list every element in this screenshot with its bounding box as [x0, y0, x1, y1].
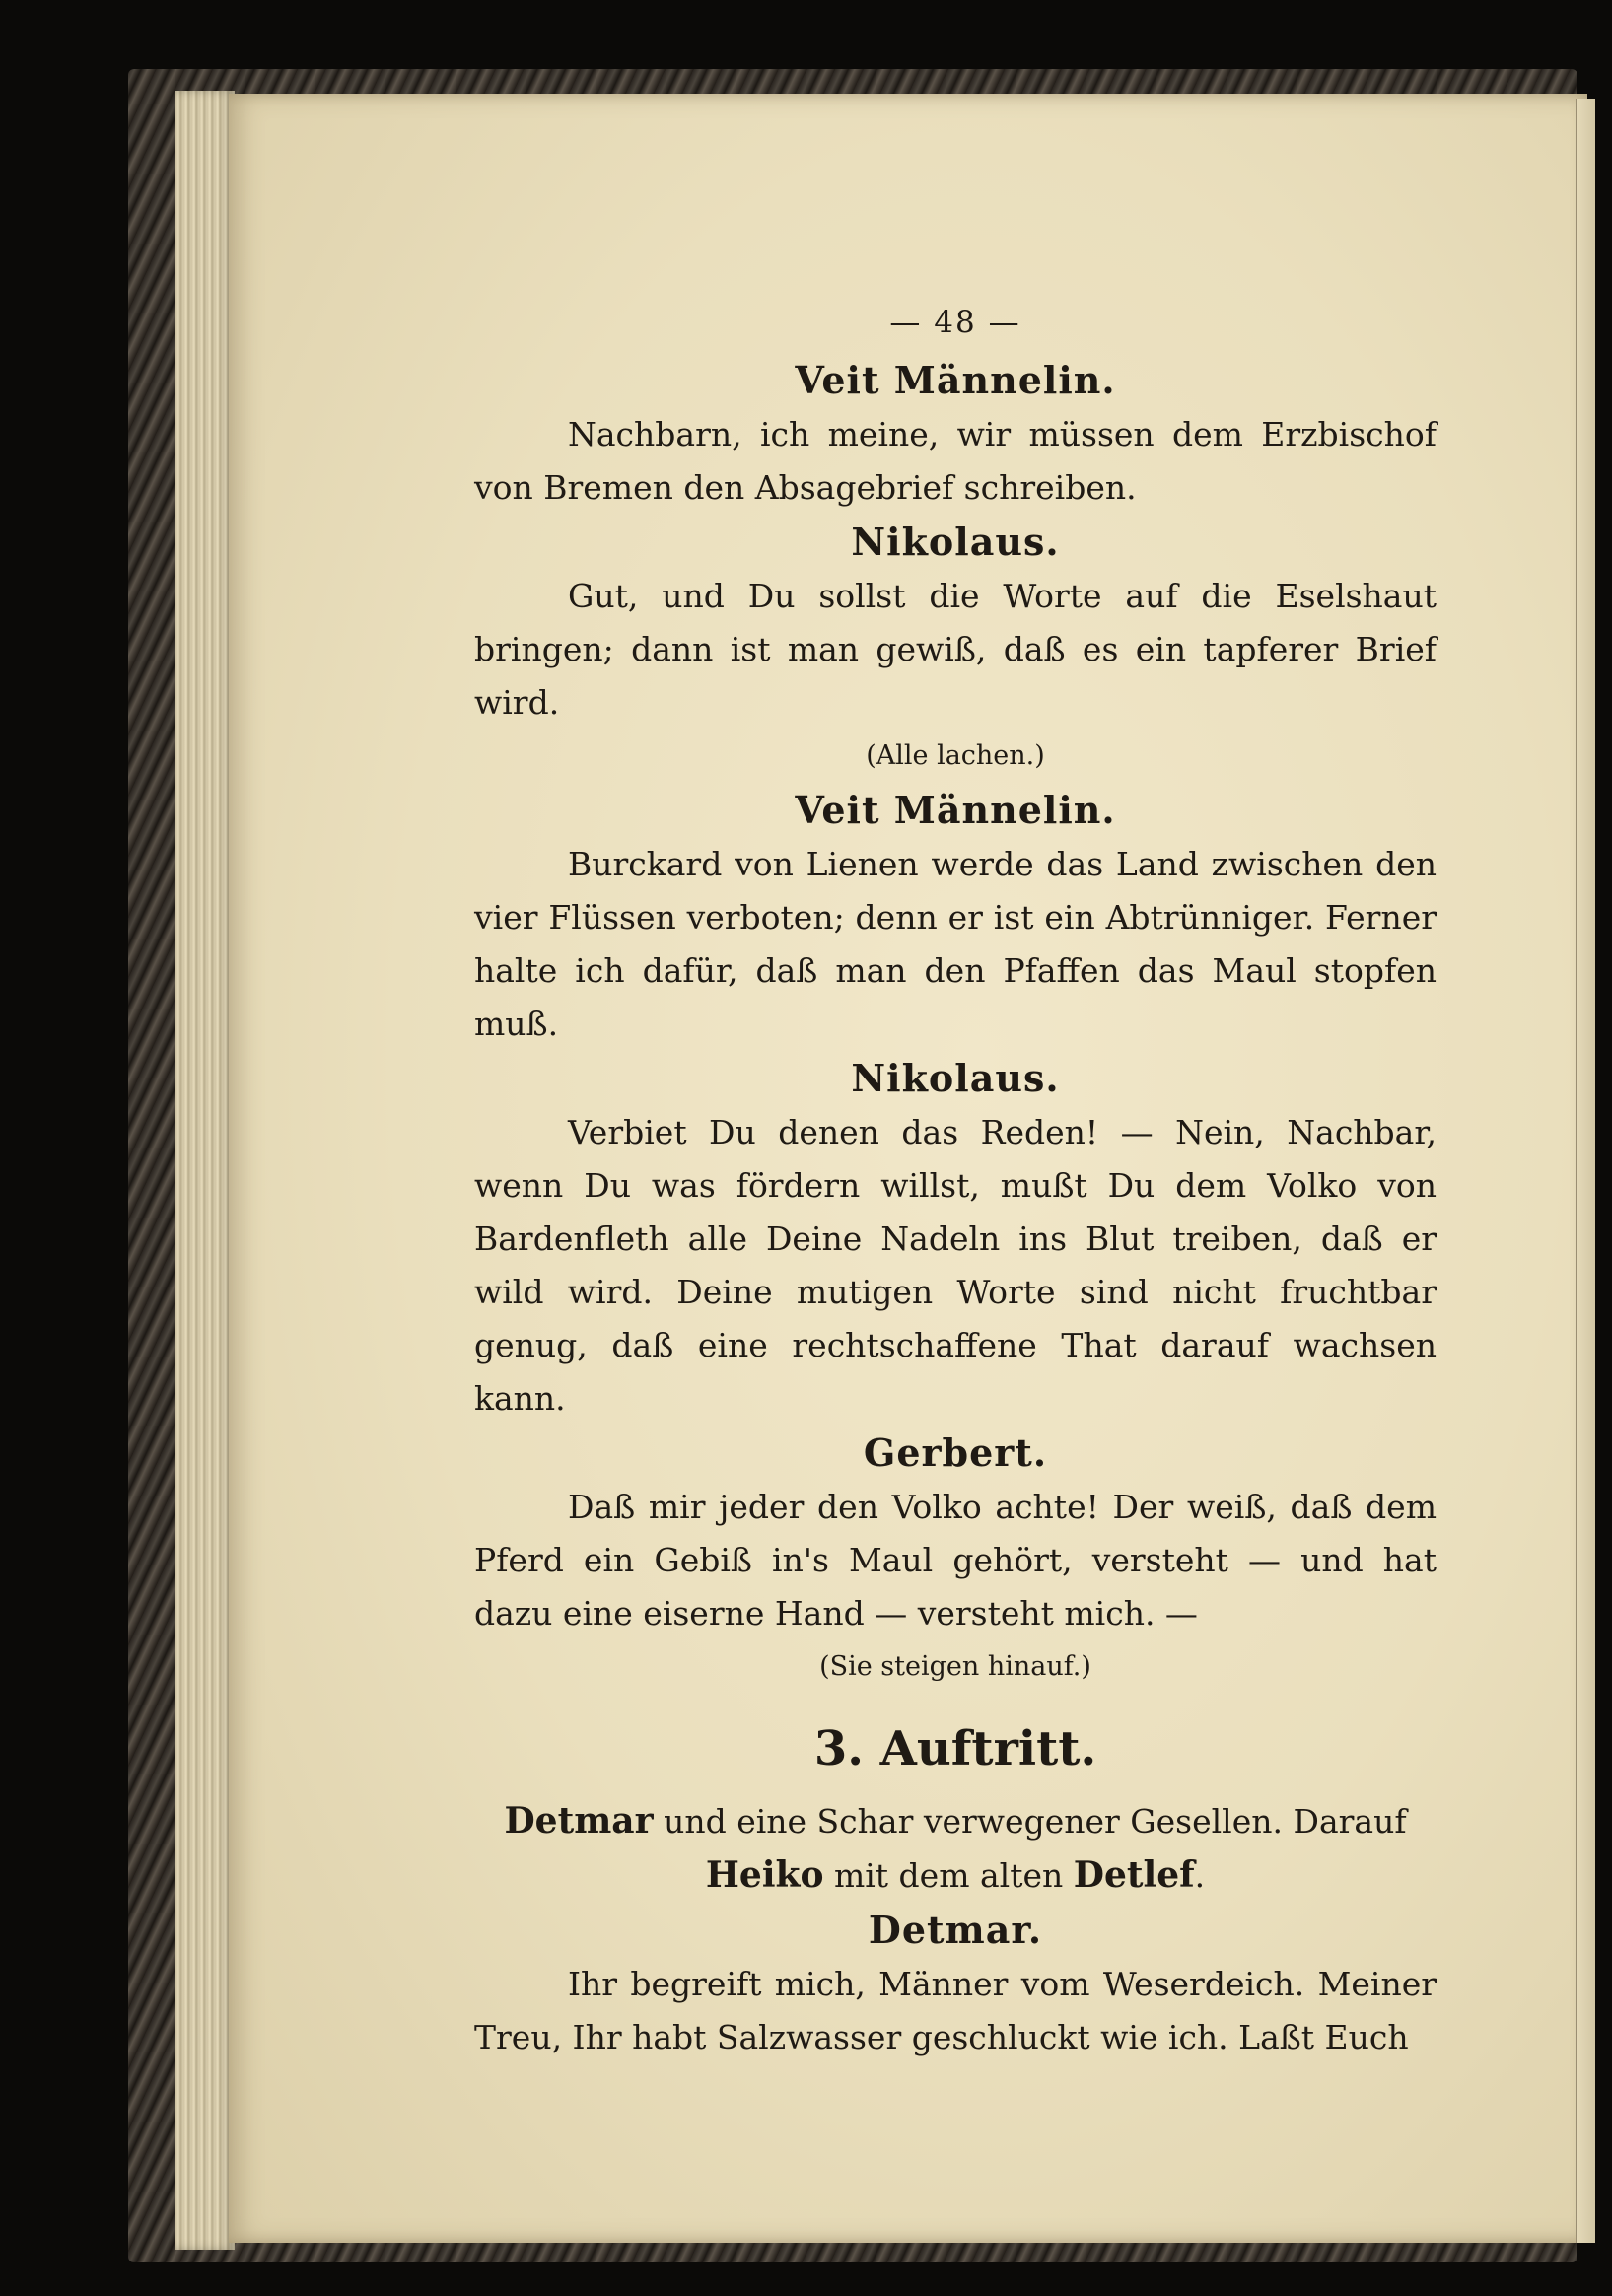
dialogue-paragraph: Verbiet Du denen das Reden! — Nein, Nachbar, wenn Du was fördern willst, mußt Du dem Volko von Bardenfleth alle Deine Nadeln ins Blut treiben, daß er wild wird. Deine mutigen Worte sind nicht fruchtbar genug, daß eine rechtschaffene That darauf wachsen kann. [474, 1113, 1437, 1418]
cast-name: Detlef [1073, 1854, 1195, 1896]
speaker-name: Gerbert. [863, 1430, 1048, 1475]
scene-heading: 3. Auftritt. [813, 1721, 1097, 1776]
stage-direction: (Alle lachen.) [866, 740, 1045, 771]
cast-line [474, 1794, 1437, 1903]
cast-text: und eine Schar verwegener Gesellen. Darauf [653, 1802, 1407, 1841]
speaker-name: Veit Männelin. [795, 788, 1116, 832]
page-text [474, 296, 1437, 2064]
stage-direction: (Sie steigen hinauf.) [819, 1651, 1091, 1682]
cast-text: . [1194, 1856, 1206, 1895]
cast-text: mit dem alten [823, 1856, 1074, 1895]
dialogue-paragraph: Ihr begreift mich, Männer vom Weserdeich. Meiner Treu, Ihr habt Salzwasser geschluckt wie ich. Laßt Euch [474, 1965, 1437, 2056]
page-number: — 48 — [889, 305, 1021, 340]
next-page-edge [1576, 99, 1595, 2243]
speaker-name: Veit Männelin. [795, 358, 1116, 402]
dialogue-paragraph: Daß mir jeder den Volko achte! Der weiß, daß dem Pferd ein Gebiß in's Maul gehört, versteht — und hat dazu eine eiserne Hand — versteht mich. — [474, 1488, 1437, 1633]
dialogue-paragraph: Gut, und Du sollst die Worte auf die Eselshaut bringen; dann ist man gewiß, daß es ein tapferer Brief wird. [474, 577, 1437, 722]
dialogue-paragraph: Nachbarn, ich meine, wir müssen dem Erzbischof von Bremen den Absagebrief schreiben. [474, 415, 1437, 507]
speaker-name: Detmar. [868, 1908, 1043, 1952]
page-edges [175, 91, 235, 2250]
cast-name: Heiko [705, 1854, 824, 1896]
dialogue-paragraph: Burckard von Lienen werde das Land zwischen den vier Flüssen verboten; denn er ist ein Abtrünniger. Ferner halte ich dafür, daß man den Pfaffen das Maul stopfen muß. [474, 845, 1437, 1043]
speaker-name: Nikolaus. [851, 1056, 1060, 1100]
cast-name: Detmar [504, 1800, 654, 1842]
speaker-name: Nikolaus. [851, 520, 1060, 564]
